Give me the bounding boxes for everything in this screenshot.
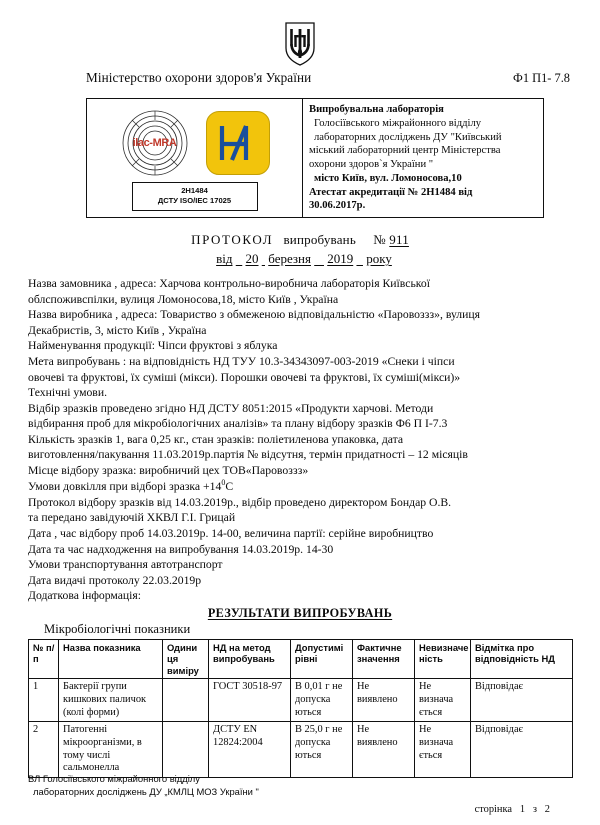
lab-line-7: 30.06.2017р. — [309, 200, 366, 212]
ilac-logo-label: ilac-MRA — [132, 137, 177, 149]
cell-uncertainty: Не визнача ється — [415, 679, 471, 722]
lab-line-4: охорони здоров`я України " — [309, 159, 434, 171]
col-header-conformity: Відмітка про відповідність НД — [471, 639, 573, 678]
cell-unit — [163, 722, 209, 778]
ministry-title: Міністерство охорони здоров'я України — [86, 70, 312, 85]
col-header-number: № п/п — [29, 639, 59, 678]
accreditation-header-table — [86, 98, 544, 218]
protocol-body — [28, 276, 572, 604]
results-section-title: РЕЗУЛЬТАТИ ВИПРОБУВАНЬ — [207, 605, 393, 620]
body-line-6: овочеві та фруктові, їх суміші (мікси). Порошки овочеві та фруктові, їх суміші(мікси)» — [28, 370, 461, 384]
na-accreditation-logo-icon — [206, 111, 270, 175]
protocol-date-year: 2019 — [327, 251, 354, 267]
emblem-container — [28, 0, 572, 66]
protocol-title-block — [28, 232, 572, 267]
body-line-10: Кількість зразків 1, вага 0,25 кг., стан зразків: поліетиленова упаковка, дата — [28, 432, 404, 446]
footer-line-1: ВЛ Голосіївського міжрайонного відділу — [28, 772, 200, 784]
results-subtitle: Мікробіологічні показники — [44, 621, 191, 636]
page-footer — [28, 772, 572, 817]
body-line-1: облспоживспілки, вулиця Ломоносова,18, місто Київ , Україна — [28, 292, 339, 306]
lab-line-5: місто Київ, вул. Ломоносова,10 — [314, 172, 462, 184]
col-header-uncertainty: Невизначе ність — [415, 639, 471, 678]
lab-line-6: Атестат акредитації № 2Н1484 від — [309, 186, 473, 198]
cell-number: 2 — [29, 722, 59, 778]
protocol-date-suffix: року — [366, 251, 392, 267]
page-of-word: з — [532, 803, 537, 815]
body-line-9: відбирання проб для мікробіологічних аналізів» та плану відбору зразків Ф6 П I-7.3 — [28, 417, 448, 431]
lab-line-2: лабораторних досліджень ДУ "Київський — [314, 131, 502, 143]
body-temperature-line — [28, 478, 572, 494]
cell-conformity: Відповідає — [471, 722, 573, 778]
protocol-date-month: березня — [268, 251, 311, 267]
standard-number: 2Н1484 — [181, 186, 208, 195]
col-header-indicator: Назва показника — [59, 639, 163, 678]
page-current: 1 — [519, 803, 526, 815]
body2-line-0: Протокол відбору зразків від 14.03.2019р., відбір проведено директором Бондар О.В. — [28, 495, 452, 509]
col-header-unit: Одини ця виміру — [163, 639, 209, 678]
body2-line-2: Дата , час відбору проб 14.03.2019р. 14-00, величина партії: серійне виробництво — [28, 527, 434, 541]
protocol-date-line — [28, 251, 572, 267]
body-line-4: Найменування продукції: Чіпси фруктові з яблука — [28, 339, 278, 353]
lab-line-3: міський лабораторний центр Міністерства — [309, 145, 501, 157]
cell-actual: Не виявлено — [353, 722, 415, 778]
cell-method: ГОСТ 30518-97 — [209, 679, 291, 722]
results-table — [28, 639, 573, 778]
page-total: 2 — [544, 803, 550, 815]
body2-line-5: Дата видачі протоколу 22.03.2019р — [28, 573, 202, 587]
body-line-2: Назва виробника , адреса: Товариство з обмеженою відповідальністю «Паровоззз», вулиця — [28, 308, 480, 322]
body-line-12: Місце відбору зразка: виробничий цех ТОВ«Паровоззз» — [28, 463, 309, 477]
page-label: сторінка — [474, 803, 512, 815]
protocol-word: ПРОТОКОЛ — [191, 232, 274, 248]
ilac-mra-logo-icon — [120, 108, 190, 178]
logo-row — [87, 99, 302, 178]
protocol-date-day: 20 — [245, 251, 259, 267]
lab-line-1: Голосіївського міжрайонного відділу — [314, 117, 482, 129]
protocol-date-prefix: від — [216, 251, 233, 267]
temperature-superscript: 0 — [221, 478, 226, 488]
standard-reference-box — [132, 182, 258, 211]
body-line-3: Декабристів, 3, місто Київ , Україна — [28, 323, 207, 337]
cell-indicator: Патогенні мікроорганізми, в тому числі сальмонелла — [59, 722, 163, 778]
temperature-suffix: С — [225, 480, 234, 494]
ministry-row — [28, 70, 572, 86]
body-line-0: Назва замовника , адреса: Харчова контрольно-виробнича лабораторія Київської — [28, 277, 430, 291]
table-row — [29, 679, 573, 722]
footer-line-2: лабораторних досліджень ДУ „КМЛЦ МОЗ України " — [33, 786, 259, 798]
table-row — [29, 722, 573, 778]
cell-permissible: В 0,01 г не допуска ються — [291, 679, 353, 722]
table-header-row — [29, 639, 573, 678]
form-code: Ф1 П1- 7.8 — [513, 71, 570, 85]
cell-uncertainty: Не визнача ється — [415, 722, 471, 778]
body2-line-6: Додаткова інформація: — [28, 589, 142, 603]
protocol-number: 911 — [389, 232, 409, 248]
protocol-tests-word: випробувань — [283, 232, 356, 248]
body2-line-3: Дата та час надходження на випробування 14.03.2019р. 14-30 — [28, 542, 334, 556]
logos-cell — [87, 99, 303, 218]
body-line-11: виготовлення/пакування 11.03.2019р.партія № відсутня, термін придатності – 12 місяців — [28, 448, 468, 462]
cell-method: ДСТУ EN 12824:2004 — [209, 722, 291, 778]
cell-conformity: Відповідає — [471, 679, 573, 722]
protocol-number-label: № — [373, 232, 386, 248]
temperature-prefix: Умови довкілля при відборі зразка +14 — [28, 480, 222, 494]
body2-line-1: та передано завідуючій ХКВЛ Г.І. Грицай — [28, 511, 236, 525]
body2-line-4: Умови транспортування автотранспорт — [28, 558, 223, 572]
cell-number: 1 — [29, 679, 59, 722]
protocol-heading — [28, 232, 572, 248]
col-header-permissible: Допустимі рівні — [291, 639, 353, 678]
cell-permissible: В 25,0 г не допуска ються — [291, 722, 353, 778]
col-header-method: НД на метод випробувань — [209, 639, 291, 678]
body-line-7: Технічні умови. — [28, 386, 107, 400]
lab-line-0: Випробувальна лабораторія — [309, 104, 444, 115]
page-number — [28, 802, 572, 817]
standard-name: ДСТУ ISO/IEC 17025 — [157, 196, 232, 206]
laboratory-info-cell — [303, 99, 544, 218]
col-header-actual: Фактичне значення — [353, 639, 415, 678]
cell-actual: Не виявлено — [353, 679, 415, 722]
cell-indicator: Бактерії групи кишкових паличок (колі форми) — [59, 679, 163, 722]
cell-unit — [163, 679, 209, 722]
body-line-5: Мета випробувань : на відповідність НД ТУУ 10.3-34343097-003-2019 «Снеки і чіпси — [28, 354, 455, 368]
ukraine-trident-coat-of-arms-icon — [285, 22, 315, 66]
body-line-8: Відбір зразків проведено згідно НД ДСТУ 8051:2015 «Продукти харчові. Методи — [28, 401, 434, 415]
